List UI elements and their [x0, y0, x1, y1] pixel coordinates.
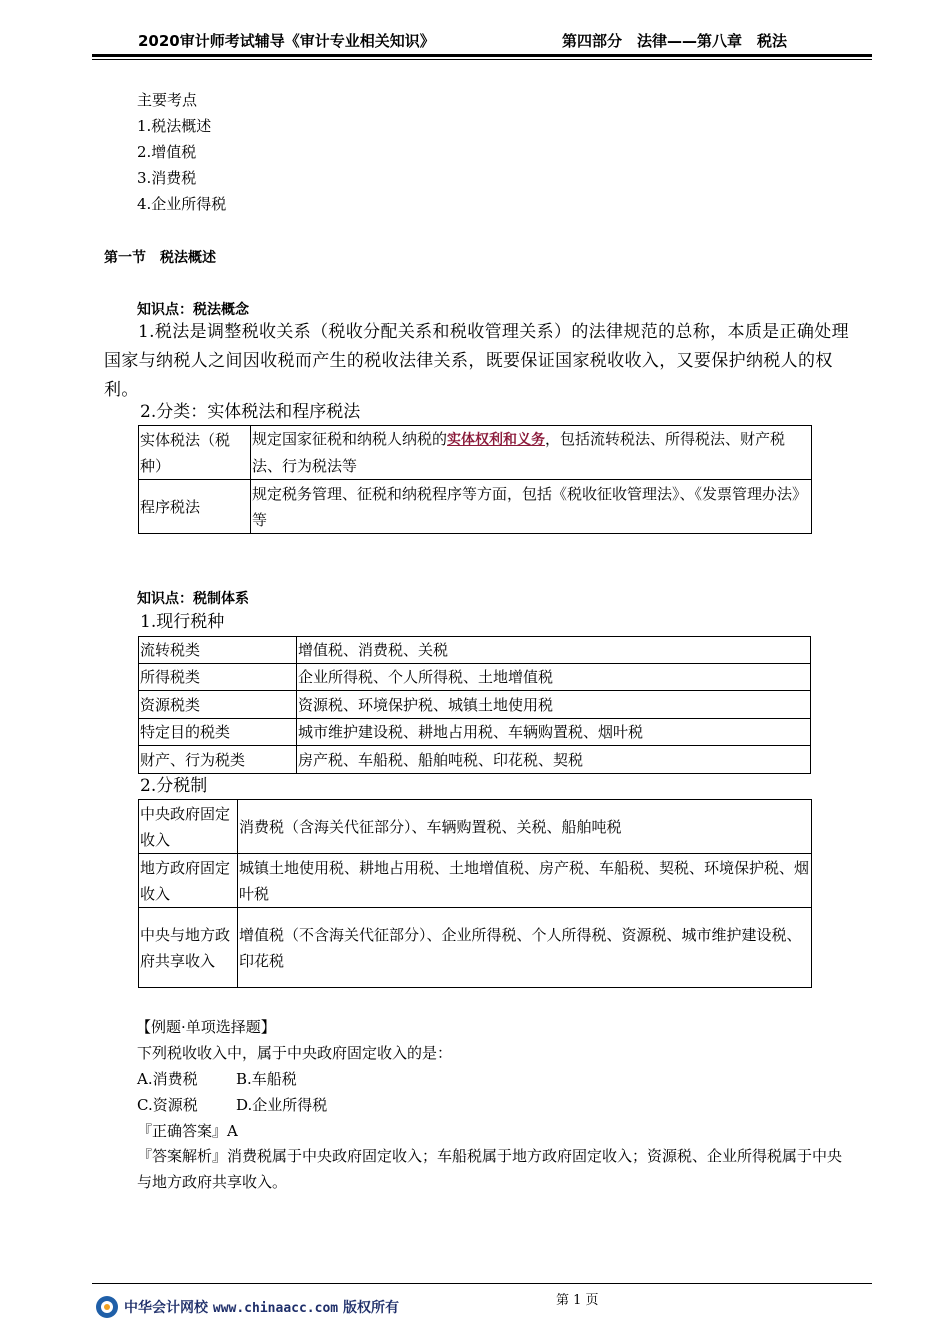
subsection-title: 1.现行税种 [140, 612, 225, 632]
table-cell: 流转税类 [139, 637, 297, 664]
table-cell: 房产税、车船税、船舶吨税、印花税、契税 [297, 746, 811, 774]
tax-law-classification-table [138, 425, 812, 534]
table-row [139, 691, 811, 719]
table-cell [251, 426, 812, 480]
table-row [139, 800, 812, 854]
table-cell: 增值税（不含海关代征部分）、企业所得税、个人所得税、资源税、城市维护建设税、印花税 [238, 908, 812, 988]
table-row [139, 664, 811, 691]
table-cell: 中央与地方政府共享收入 [139, 908, 238, 988]
knowledge-point-title: 知识点：税制体系 [137, 591, 249, 607]
table-cell: 增值税、消费税、关税 [297, 637, 811, 664]
header-rule [92, 54, 872, 57]
table-cell: 程序税法 [139, 480, 251, 534]
cell-text: ，包括流转税法、所得税法、财产税法、行为税法等 [252, 430, 786, 475]
page-number: 第 1 页 [556, 1293, 599, 1308]
table-cell: 规定税务管理、征税和纳税程序等方面，包括《税收征收管理法》、《发票管理办法》等 [251, 480, 812, 534]
logo-dot [104, 1304, 110, 1310]
knowledge-point-title: 知识点：税法概念 [137, 302, 249, 318]
tax-split-table [138, 799, 812, 988]
example-tag: 【例题·单项选择题】 [136, 1018, 276, 1036]
option-a: A.消费税 [137, 1070, 198, 1088]
tax-types-table [138, 636, 811, 774]
table-row [139, 719, 811, 746]
table-cell: 资源税、环境保护税、城镇土地使用税 [297, 691, 811, 719]
table-cell: 特定目的税类 [139, 719, 297, 746]
outline-item: 2.增值税 [137, 143, 197, 161]
section-title: 第一节 税法概述 [104, 250, 216, 266]
outline-item: 4.企业所得税 [137, 195, 227, 213]
table-row [139, 746, 811, 774]
table-cell: 中央政府固定收入 [139, 800, 238, 854]
footer-rights: 版权所有 [342, 1300, 399, 1316]
table-cell: 财产、行为税类 [139, 746, 297, 774]
outline-title: 主要考点 [137, 91, 198, 109]
table-cell: 企业所得税、个人所得税、土地增值税 [297, 664, 811, 691]
footer-brand [124, 1297, 399, 1317]
table-cell: 所得税类 [139, 664, 297, 691]
table-cell: 实体税法（税种） [139, 426, 251, 480]
table-cell: 地方政府固定收入 [139, 854, 238, 908]
footer-brand-name: 中华会计网校 [124, 1300, 208, 1316]
table-row [139, 908, 812, 988]
classification-title: 2.分类：实体税法和程序税法 [140, 402, 361, 422]
table-cell: 城镇土地使用税、耕地占用税、土地增值税、房产税、车船税、契税、环境保护税、烟叶税 [238, 854, 812, 908]
example-question: 下列税收收入中，属于中央政府固定收入的是： [137, 1044, 453, 1062]
header-right-title: 第四部分 法律——第八章 税法 [562, 32, 788, 50]
subsection-title: 2.分税制 [140, 776, 208, 796]
option-d: D.企业所得税 [236, 1096, 328, 1114]
table-row [139, 854, 812, 908]
answer-analysis: 『答案解析』消费税属于中央政府固定收入；车船税属于地方政府固定收入；资源税、企业所得税属于中央与地方政府共享收入。 [137, 1147, 843, 1191]
outline-item: 3.消费税 [137, 169, 197, 187]
table-row [139, 426, 812, 480]
table-row [139, 480, 812, 534]
option-c: C.资源税 [137, 1096, 198, 1114]
highlight-text: 实体权利和义务 [447, 432, 546, 448]
cell-text: 规定国家征税和纳税人纳税的 [252, 430, 448, 448]
footer-rule [92, 1283, 872, 1284]
table-cell: 城市维护建设税、耕地占用税、车辆购置税、烟叶税 [297, 719, 811, 746]
header-left-title: 2020审计师考试辅导《审计专业相关知识》 [138, 32, 435, 50]
table-cell: 资源税类 [139, 691, 297, 719]
outline-item: 1.税法概述 [137, 117, 212, 135]
header-rule-thin [92, 59, 872, 60]
correct-answer: 『正确答案』A [137, 1122, 238, 1140]
table-row [139, 637, 811, 664]
table-cell: 消费税（含海关代征部分）、车辆购置税、关税、船舶吨税 [238, 800, 812, 854]
option-b: B.车船税 [236, 1070, 297, 1088]
concept-paragraph: 1.税法是调整税收关系（税收分配关系和税收管理关系）的法律规范的总称，本质是正确处理国家与纳税人之间因收税而产生的税收法律关系，既要保证国家税收收入，又要保护纳税人的权利。 [104, 322, 849, 400]
footer-url[interactable]: www.chinaacc.com [212, 1301, 339, 1316]
